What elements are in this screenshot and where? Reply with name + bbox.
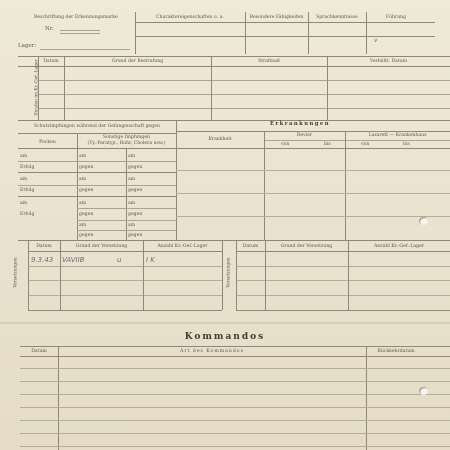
impf-gegen: gegen (128, 188, 143, 193)
divider (28, 295, 222, 296)
handwritten-mark: v (374, 37, 378, 44)
divider (264, 140, 450, 141)
divider (18, 148, 450, 149)
col-rueckkehr: Rückkehrdatum (377, 349, 415, 354)
divider (38, 108, 450, 109)
col-charakter: Charaktereigenschaften u. a. (156, 15, 224, 20)
divider (38, 94, 450, 95)
label-erkennungsmarke: Beschriftung der Erkennungsmarke (34, 15, 118, 20)
divider (28, 240, 29, 310)
divider (20, 368, 450, 369)
divider (18, 66, 450, 67)
divider (20, 446, 450, 447)
impf-am: am (20, 154, 28, 159)
impf-gegen: gegen (128, 165, 143, 170)
lazarett-bis: bis (403, 142, 410, 147)
col-faehigkeiten: Besondere Fähigkeiten (249, 15, 304, 20)
divider (77, 230, 176, 231)
col-sonstige: Sonstige Impfungen (102, 135, 150, 140)
divider (20, 394, 450, 395)
col-lazarett: Lazarett — Krankenhaus (368, 133, 427, 138)
divider (77, 133, 78, 240)
col-grund-versetzung: Grund der Versetzung (75, 244, 128, 249)
divider (20, 420, 450, 421)
label-nr: Nr. (45, 26, 54, 32)
impf-am: am (79, 223, 87, 228)
impf-am: am (128, 223, 136, 228)
col-strafmass: Strafmaß (258, 59, 280, 64)
divider (176, 216, 450, 217)
col-datum: Datum (36, 244, 52, 249)
divider (64, 56, 65, 120)
handwritten-date: 9.3.43 (31, 256, 54, 264)
divider (77, 220, 176, 221)
handwritten-camp: I K (146, 256, 155, 264)
impf-gegen: gegen (128, 212, 143, 217)
fold-line (0, 322, 450, 324)
impf-am: am (79, 177, 87, 182)
impf-am: am (79, 154, 87, 159)
divider (18, 133, 176, 134)
impf-gegen: gegen (79, 165, 94, 170)
divider (236, 266, 450, 267)
divider (28, 251, 222, 252)
punch-hole (419, 387, 428, 395)
divider (264, 131, 265, 240)
divider (176, 131, 450, 132)
divider (28, 310, 222, 311)
divider (18, 161, 176, 162)
divider (176, 193, 450, 194)
divider (18, 172, 176, 173)
divider (28, 266, 222, 267)
divider (345, 131, 346, 240)
col-anzahl-lager: Anzahl Kr.-Gef.-Lager (157, 244, 208, 249)
revier-bis: bis (324, 142, 331, 147)
lazarett-von: von (361, 142, 370, 147)
revier-von: von (281, 142, 290, 147)
header-erkrankungen: Erkrankungen (270, 121, 330, 127)
divider (366, 346, 367, 450)
impf-gegen: gegen (79, 212, 94, 217)
divider (222, 240, 223, 310)
impf-gegen: gegen (79, 233, 94, 238)
col-krankheit: Krankheit (208, 137, 232, 142)
col-grund-versetzung: Grund der Versetzung (280, 244, 333, 249)
col-fuehrung: Führung (385, 15, 407, 20)
divider (20, 346, 450, 347)
side-label-versetzungen: Versetzungen (13, 257, 19, 288)
col-datum: Datum (31, 349, 47, 354)
divider (176, 170, 450, 171)
col-anzahl-lager: Anzahl Kr.-Gef.-Lager (373, 244, 425, 249)
impf-am: am (79, 201, 87, 206)
divider (18, 185, 176, 186)
punch-hole (419, 217, 428, 225)
col-sprachkenntnisse: Sprachkenntnisse (316, 15, 358, 20)
impf-am: am (128, 154, 136, 159)
side-label-versetzungen-2: Versetzungen (226, 257, 232, 288)
impf-erfolg: Erfolg (20, 165, 35, 170)
divider (20, 381, 450, 382)
divider (236, 240, 237, 310)
divider (348, 240, 349, 310)
divider (265, 240, 266, 310)
divider (236, 251, 450, 252)
divider (135, 22, 435, 23)
col-sonstige-sub: (Ty.-Paratyp., Ruhr, Cholera usw.) (87, 141, 166, 146)
label-lager: Lager: (18, 43, 37, 49)
divider (327, 56, 328, 120)
nr-field-line (60, 33, 100, 34)
divider (38, 80, 450, 81)
divider (20, 433, 450, 434)
impf-am: am (128, 201, 136, 206)
divider (20, 407, 450, 408)
col-art-kommando: Art des Kommandos (180, 349, 244, 354)
divider (211, 56, 212, 120)
divider (20, 356, 450, 357)
divider (28, 280, 222, 281)
divider (18, 56, 450, 57)
divider (236, 295, 450, 296)
divider (236, 310, 450, 311)
divider (18, 240, 450, 241)
lager-field-line (40, 49, 130, 50)
impf-gegen: gegen (79, 188, 94, 193)
col-datum: Datum (242, 244, 259, 249)
divider (18, 196, 176, 197)
impf-am: am (20, 177, 28, 182)
impf-erfolg: Erfolg (20, 188, 35, 193)
handwritten-mark: u (117, 256, 122, 264)
impf-erfolg: Erfolg (20, 212, 35, 217)
col-revier: Revier (296, 133, 313, 138)
divider (60, 240, 61, 310)
divider (77, 208, 176, 209)
side-label-strafen: Strafen im Kr.-Gef.-Lager (34, 59, 40, 116)
label-schutzimpfungen: Schutzimpfungen während der Gefangenschaft gegen (34, 124, 160, 129)
divider (135, 36, 435, 37)
divider (18, 120, 450, 121)
col-pocken: Pocken (39, 140, 56, 145)
col-verbuesst: Verbüßt, Datum (369, 59, 408, 64)
divider (236, 280, 450, 281)
col-grund: Grund der Bestrafung (111, 59, 164, 64)
impf-am: am (20, 201, 28, 206)
nr-field-line (60, 30, 100, 31)
impf-gegen: gegen (128, 233, 143, 238)
divider (143, 240, 144, 310)
col-datum: Datum (43, 59, 59, 64)
divider (58, 346, 59, 450)
handwritten-reason: VAVIIB (62, 256, 85, 264)
kommandos-title: Kommandos (184, 332, 266, 342)
impf-am: am (128, 177, 136, 182)
